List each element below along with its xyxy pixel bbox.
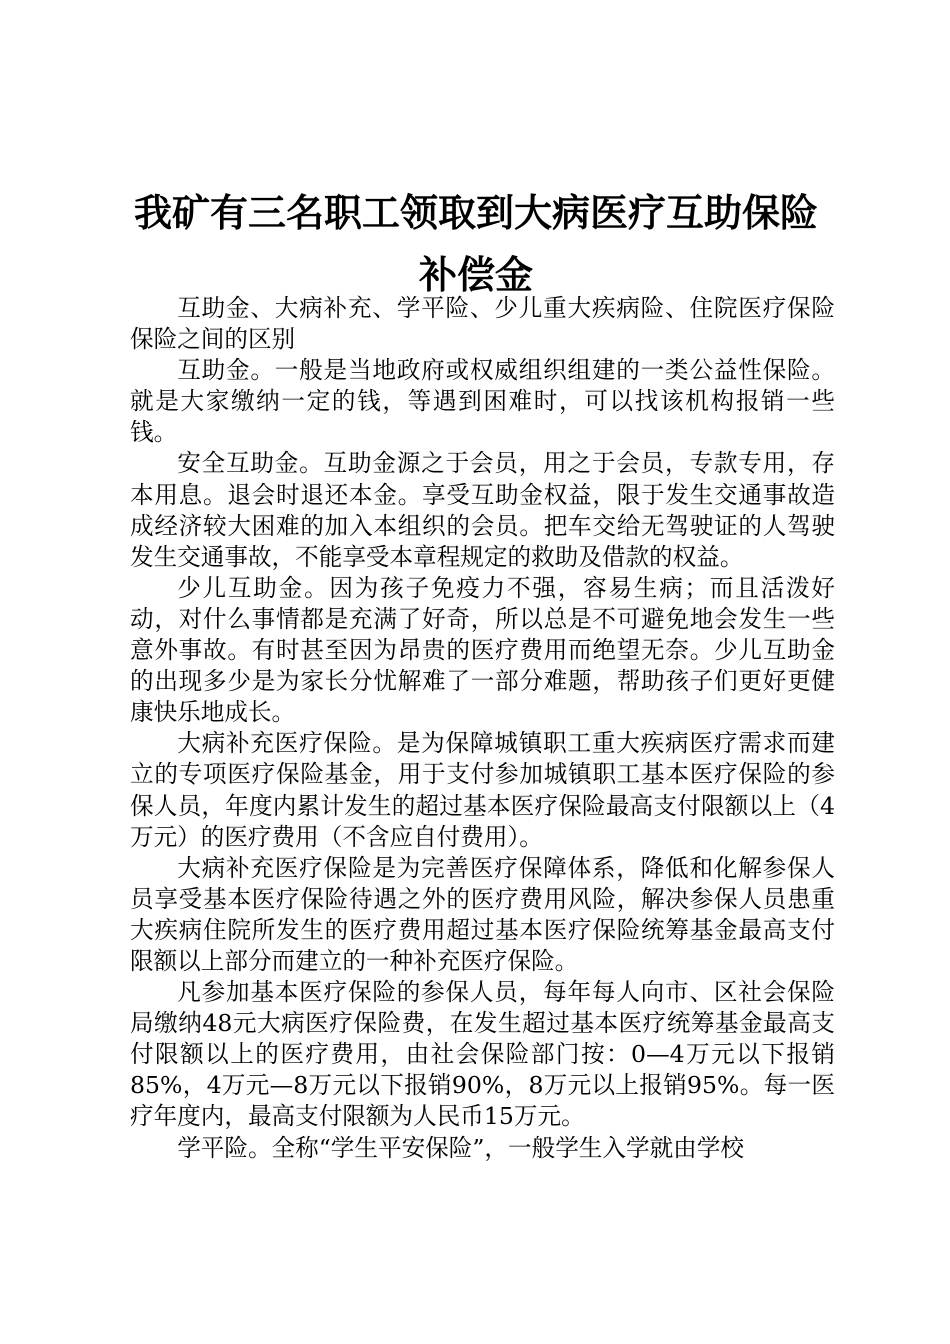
paragraph: 大病补充医疗保险是为完善医疗保障体系，降低和化解参保人员享受基本医疗保险待遇之外的医疗费用风险，解决参保人员患重大疾病住院所发生的医疗费用超过基本医疗保险统筹基金最高支付限额以上部分而建立的一种补充医疗保险。: [130, 853, 835, 975]
paragraph: 互助金、大病补充、学平险、少儿重大疾病险、住院医疗保险保险之间的区别: [130, 294, 835, 354]
paragraph: 凡参加基本医疗保险的参保人员，每年每人向市、区社会保险局缴纳48元大病医疗保险费，在发生超过基本医疗统筹基金最高支付限额以上的医疗费用，由社会保险部门按：0—4万元以下报销85%，4万元—8万元以下报销90%，8万元以上报销95%。每一医疗年度内，最高支付限额为人民币15万元。: [130, 978, 835, 1131]
paragraph: 学平险。全称“学生平安保险”，一般学生入学就由学校: [177, 1133, 744, 1162]
paragraph: 安全互助金。互助金源之于会员，用之于会员，专款专用，存本用息。退会时退还本金。享受互助金权益，限于发生交通事故造成经济较大困难的加入本组织的会员。把车交给无驾驶证的人驾驶发生交通事故，不能享受本章程规定的救助及借款的权益。: [130, 449, 835, 571]
paragraph: 大病补充医疗保险。是为保障城镇职工重大疾病医疗需求而建立的专项医疗保险基金，用于支付参加城镇职工基本医疗保险的参保人员，年度内累计发生的超过基本医疗保险最高支付限额以上（4万元）的医疗费用（不含应自付费用）。: [130, 729, 835, 851]
paragraph: 少儿互助金。因为孩子免疫力不强，容易生病；而且活泼好动，对什么事情都是充满了好奇，所以总是不可避免地会发生一些意外事故。有时甚至因为昂贵的医疗费用而绝望无奈。少儿互助金的出现多少是为家长分忧解难了一部分难题，帮助孩子们更好更健康快乐地成长。: [130, 573, 835, 727]
paragraph: 互助金。一般是当地政府或权威组织组建的一类公益性保险。就是大家缴纳一定的钱，等遇到困难时，可以找该机构报销一些钱。: [130, 356, 835, 447]
document-body: [130, 293, 835, 1164]
document-title: 我矿有三名职工领取到大病医疗互助保险补偿金: [133, 191, 818, 297]
